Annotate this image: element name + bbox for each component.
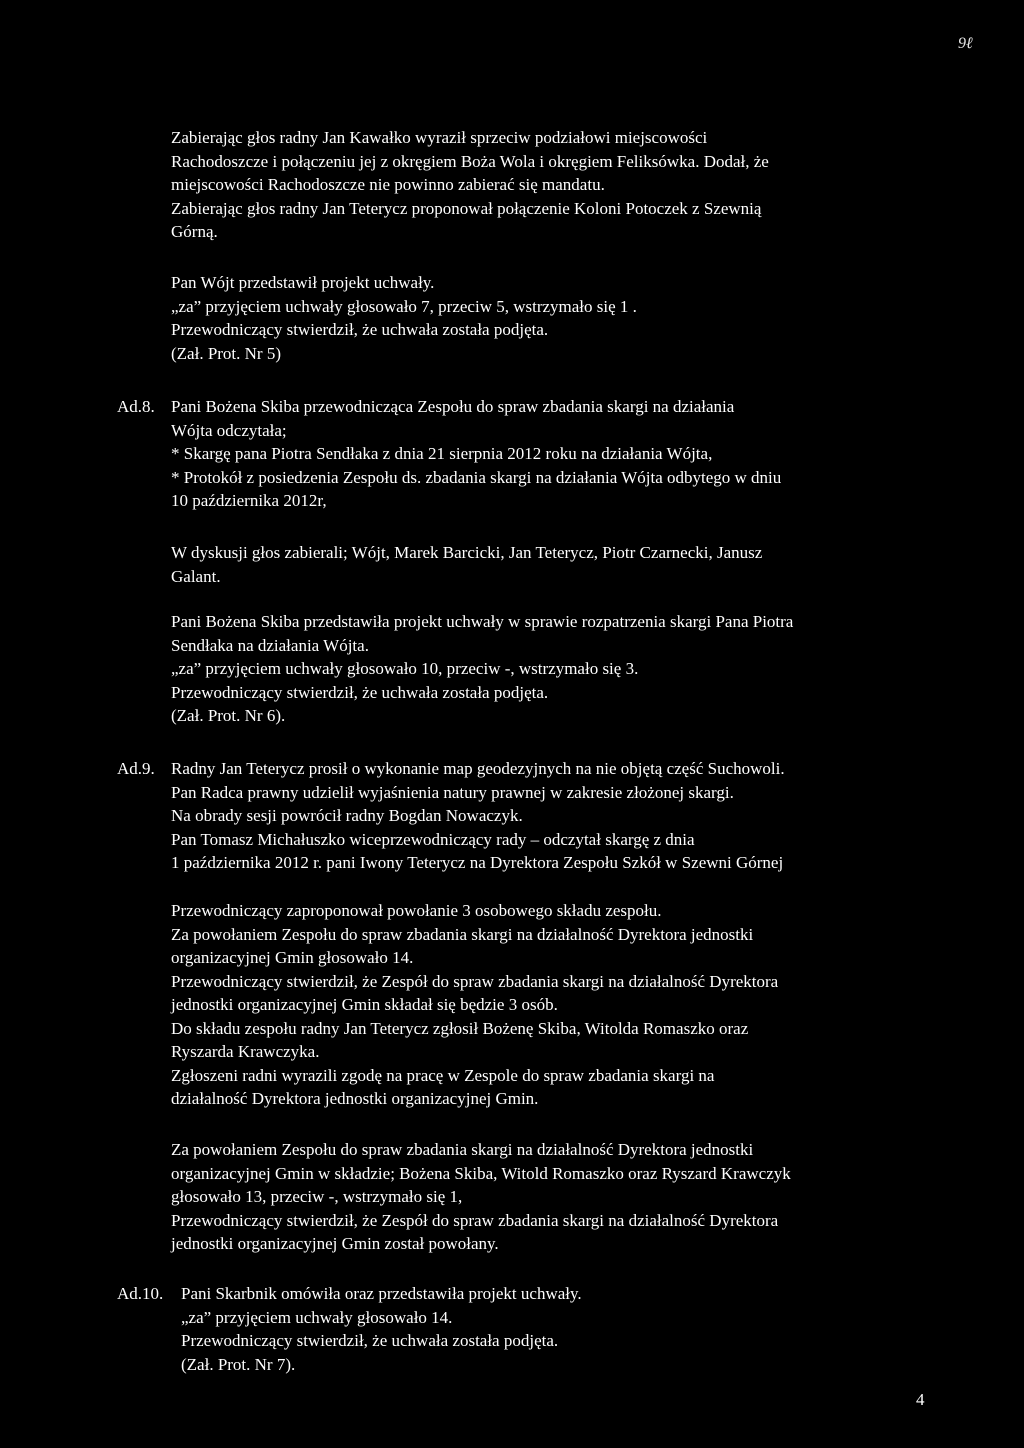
text-line: Przewodniczący stwierdził, że Zespół do spraw zbadania skargi na działalność Dyrektora [171, 1210, 779, 1230]
text-line: Do składu zespołu radny Jan Teterycz zgłosił Bożenę Skiba, Witolda Romaszko oraz [171, 1018, 749, 1038]
text-line: Na obrady sesji powrócił radny Bogdan Nowaczyk. [171, 806, 523, 825]
text-line: 10 października 2012r, [171, 491, 327, 510]
text-line: Przewodniczący stwierdził, że uchwała została podjęta. [171, 682, 549, 702]
text-line: Przewodniczący zaproponował powołanie 3 osobowego składu zespołu. [171, 901, 662, 920]
text-line: „za” przyjęciem uchwały głosowało 7, przeciw 5, wstrzymało się 1 . [171, 296, 637, 316]
text-line: Wójta odczytała; [171, 420, 287, 440]
text-line: (Zał. Prot. Nr 5) [171, 343, 282, 363]
text-line: W dyskusji głos zabierali; Wójt, Marek Barcicki, Jan Teterycz, Piotr Czarnecki, Janusz [171, 543, 763, 562]
text-line: organizacyjnej Gmin w składzie; Bożena Skiba, Witold Romaszko oraz Ryszard Krawczyk [171, 1163, 791, 1183]
text-line: „za” przyjęciem uchwały głosowało 14. [181, 1307, 453, 1327]
text-line: Pani Bożena Skiba przewodnicząca Zespołu do spraw zbadania skargi na działania [171, 397, 735, 416]
text-line: Radny Jan Teterycz prosił o wykonanie map geodezyjnych na nie objętą część Suchowoli. [171, 759, 785, 778]
agenda-item-label: Ad.10. [117, 1284, 164, 1303]
text-line: jednostki organizacyjnej Gmin składał się będzie 3 osób. [171, 995, 558, 1014]
text-line: Ryszarda Krawczyka. [171, 1042, 320, 1061]
text-line: (Zał. Prot. Nr 7). [181, 1354, 296, 1374]
text-line: Górną. [171, 222, 218, 241]
text-line: * Skargę pana Piotra Sendłaka z dnia 21 sierpnia 2012 roku na działania Wójta, [171, 444, 713, 463]
text-line: * Protokół z posiedzenia Zespołu ds. zbadania skargi na działania Wójta odbytego w dniu [171, 467, 782, 487]
text-line: Przewodniczący stwierdził, że uchwała została podjęta. [181, 1331, 559, 1350]
text-line: Pani Bożena Skiba przedstawiła projekt uchwały w sprawie rozpatrzenia skargi Pana Piotra [171, 612, 794, 631]
agenda-item-label: Ad.8. [117, 397, 155, 416]
text-line: głosowało 13, przeciw -, wstrzymało się 1, [171, 1187, 463, 1206]
text-line: „za” przyjęciem uchwały głosowało 10, przeciw -, wstrzymało się 3. [171, 659, 639, 678]
text-line: działalność Dyrektora jednostki organizacyjnej Gmin. [171, 1089, 539, 1108]
text-line: Pani Skarbnik omówiła oraz przedstawiła projekt uchwały. [181, 1284, 582, 1303]
text-line: 1 października 2012 r. pani Iwony Teterycz na Dyrektora Zespołu Szkół w Szewni Górnej [171, 853, 784, 872]
text-line: miejscowości Rachodoszcze nie powinno zabierać się mandatu. [171, 175, 605, 194]
text-line: Rachodoszcze i połączeniu jej z okręgiem Boża Wola i okręgiem Feliksówka. Dodał, że [171, 151, 769, 171]
text-line: Przewodniczący stwierdził, że uchwała została podjęta. [171, 320, 549, 339]
text-line: Pan Wójt przedstawił projekt uchwały. [171, 273, 435, 292]
text-line: jednostki organizacyjnej Gmin został powołany. [171, 1234, 499, 1253]
text-line: Za powołaniem Zespołu do spraw zbadania skargi na działalność Dyrektora jednostki [171, 1140, 754, 1159]
section-skiba-vote [171, 610, 793, 728]
text-line: Zabierając głos radny Jan Teterycz proponował połączenie Koloni Potoczek z Szewnią [171, 198, 762, 218]
text-line: Za powołaniem Zespołu do spraw zbadania skargi na działalność Dyrektora jednostki [171, 924, 754, 944]
section-zespol-powolanie [171, 1138, 791, 1256]
text-line: Zabierając głos radny Jan Kawałko wyraził sprzeciw podziałowi miejscowości [171, 128, 708, 147]
page-mark: 9ℓ [958, 35, 973, 52]
text-line: Pan Tomasz Michałuszko wiceprzewodniczący rady – odczytał skargę z dnia [171, 829, 695, 849]
section-dyskusja [171, 541, 762, 588]
section-wojt-vote [171, 271, 637, 365]
text-line: Galant. [171, 566, 221, 586]
text-line: (Zał. Prot. Nr 6). [171, 706, 286, 725]
text-line: Pan Radca prawny udzielił wyjaśnienia natury prawnej w zakresie złożonej skargi. [171, 782, 734, 802]
agenda-item-8 [117, 395, 781, 513]
text-line: Przewodniczący stwierdził, że Zespół do spraw zbadania skargi na działalność Dyrektora [171, 971, 779, 991]
section-kawalko [171, 126, 769, 244]
page-number: 4 [916, 1390, 925, 1409]
section-zespol-sklad [171, 899, 778, 1111]
text-line: Sendłaka na działania Wójta. [171, 635, 369, 655]
agenda-item-10 [117, 1282, 582, 1376]
agenda-item-label: Ad.9. [117, 759, 155, 778]
text-line: Zgłoszeni radni wyrazili zgodę na pracę w Zespole do spraw zbadania skargi na [171, 1065, 715, 1085]
agenda-item-9 [117, 757, 785, 875]
text-line: organizacyjnej Gmin głosowało 14. [171, 948, 414, 967]
